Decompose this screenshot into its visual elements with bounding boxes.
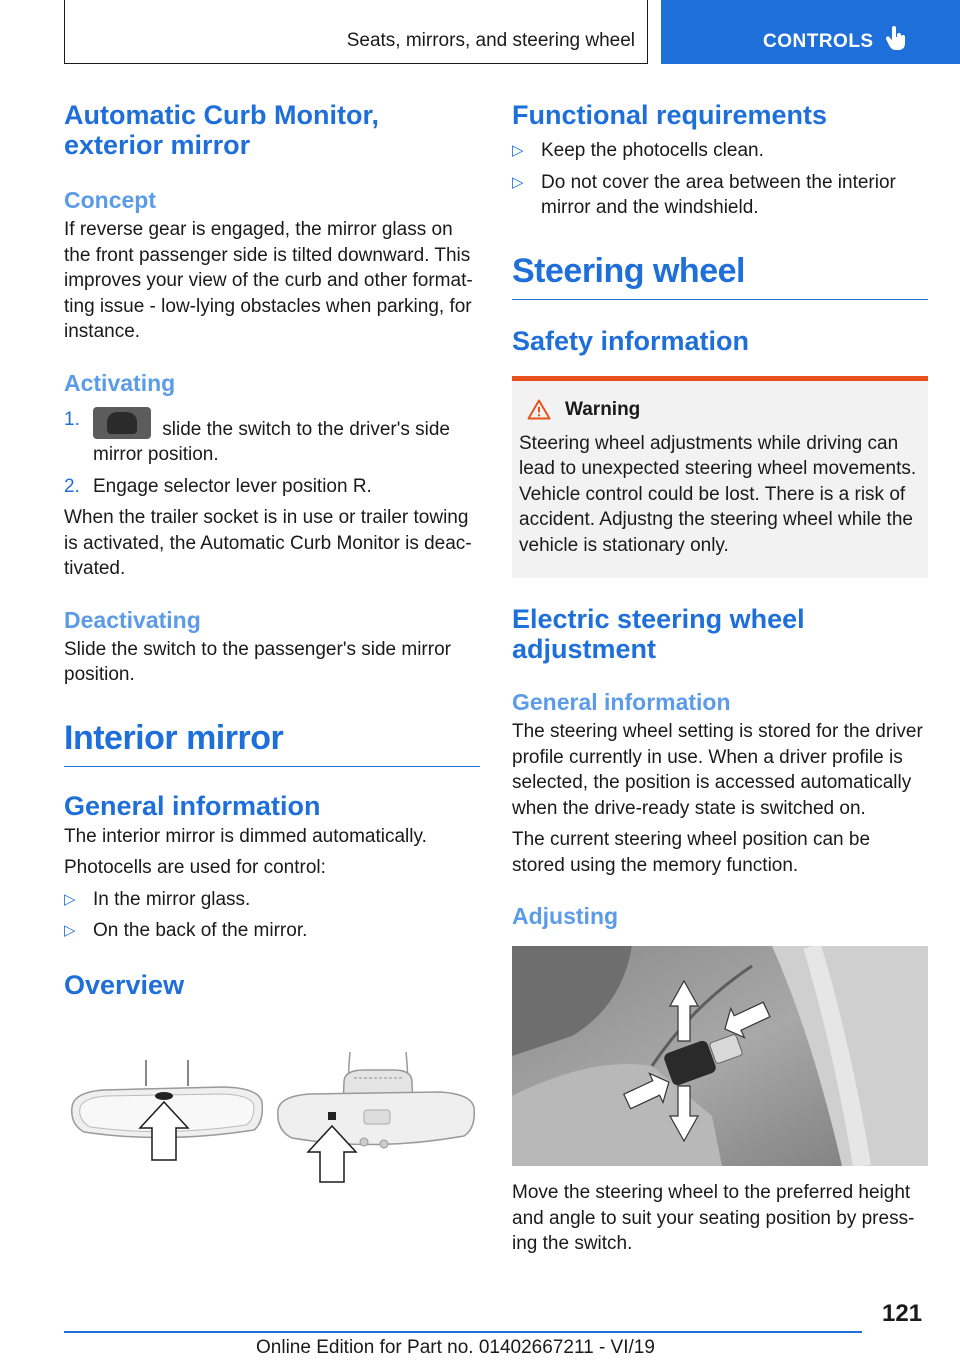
step-2-text: Engage selector lever position R. [93,475,372,497]
electric-adjustment-heading: Electric steering wheel adjustment [512,604,805,664]
interior-mirror-title: Interior mirror [64,718,480,767]
bullet-triangle-icon: ▷ [512,142,524,159]
interior-mirror-illustration [64,1052,480,1212]
interior-bullet-2-text: On the back of the mirror. [93,920,308,941]
steering-general-p2: The current steering wheel position can be stored using the memory function. [512,829,871,876]
warning-box [512,376,928,579]
step-1-text: slide the switch to the driver's side mirror position. [93,418,450,465]
steering-general-p1: The steering wheel setting is stored for the driver profile currently in use. When a driver profile is selected, the position is accessed automatically when the drive-ready state is switched on. [512,721,923,819]
func-bullet-2 [512,170,928,221]
edition-text: Online Edition for Part no. 01402667211 - VI/19 [256,1337,655,1358]
section-title: Seats, mirrors, and steering wheel [346,30,635,51]
pointing-hand-icon [886,26,908,52]
func-bullet-1-text: Keep the photocells clean. [541,140,764,161]
steering-general-heading: General information [512,689,731,715]
left-column [64,100,480,1212]
steering-wheel-title: Steering wheel [512,251,928,300]
controls-tab-label: CONTROLS [763,31,874,52]
bullet-triangle-icon: ▷ [512,173,524,191]
warning-text: Steering wheel adjustments while driving can lead to unexpected steering wheel movements. Vehicle control could be lost. There is a risk of accident. Adjustng the steering wheel while the vehicle is stationary only. [519,432,917,556]
adjusting-heading: Adjusting [512,903,619,929]
activating-note: When the trailer socket is in use or trailer towing is activated, the Automatic Curb Monitor is deac‐tivated. [64,507,472,579]
func-bullet-1 [512,138,928,164]
warning-label: Warning [565,398,641,420]
adjusting-text: Move the steering wheel to the preferred height and angle to suit your seating position by press‐ing the switch. [512,1182,915,1254]
interior-p2: Photocells are used for control: [64,857,326,878]
interior-bullet-1 [64,887,480,913]
activating-heading: Activating [64,369,176,396]
header-box [64,0,648,64]
interior-bullet-2 [64,918,480,944]
right-column [512,100,928,1257]
interior-bullet-1-text: In the mirror glass. [93,888,251,910]
interior-p1: The interior mirror is dimmed automatically. [64,825,427,847]
bullet-triangle-icon: ▷ [64,890,76,908]
deactivating-heading: Deactivating [64,606,201,633]
footer-rule [64,1331,862,1333]
interior-general-heading: General information [64,790,321,821]
deactivating-text: Slide the switch to the passenger's side mirror position. [64,638,451,685]
func-bullet-2-text: Do not cover the area between the interior mirror and the windshield. [541,171,896,218]
step-1-number: 1. [64,408,80,430]
warning-header [527,399,921,421]
step-1 [64,407,480,468]
page-number: 121 [882,1300,923,1327]
mirror-switch-icon [93,407,151,439]
overview-heading: Overview [64,969,185,1000]
step-2-number: 2. [64,475,80,497]
concept-heading: Concept [64,187,156,213]
steering-switch-photo [512,946,928,1166]
functional-requirements-heading: Functional requirements [512,100,828,130]
concept-text: If reverse gear is engaged, the mirror glass on the front passenger side is tilted downward. This improves your view of the curb and other format‐ting issue - low-lying obstacles when parking, for instance. [64,219,473,342]
safety-information-heading: Safety information [512,325,750,356]
step-2 [64,474,480,500]
curb-monitor-title: Automatic Curb Monitor, exterior mirror [64,100,379,160]
controls-tab[interactable] [661,0,960,64]
bullet-triangle-icon: ▷ [64,922,76,939]
warning-triangle-icon [527,399,551,420]
